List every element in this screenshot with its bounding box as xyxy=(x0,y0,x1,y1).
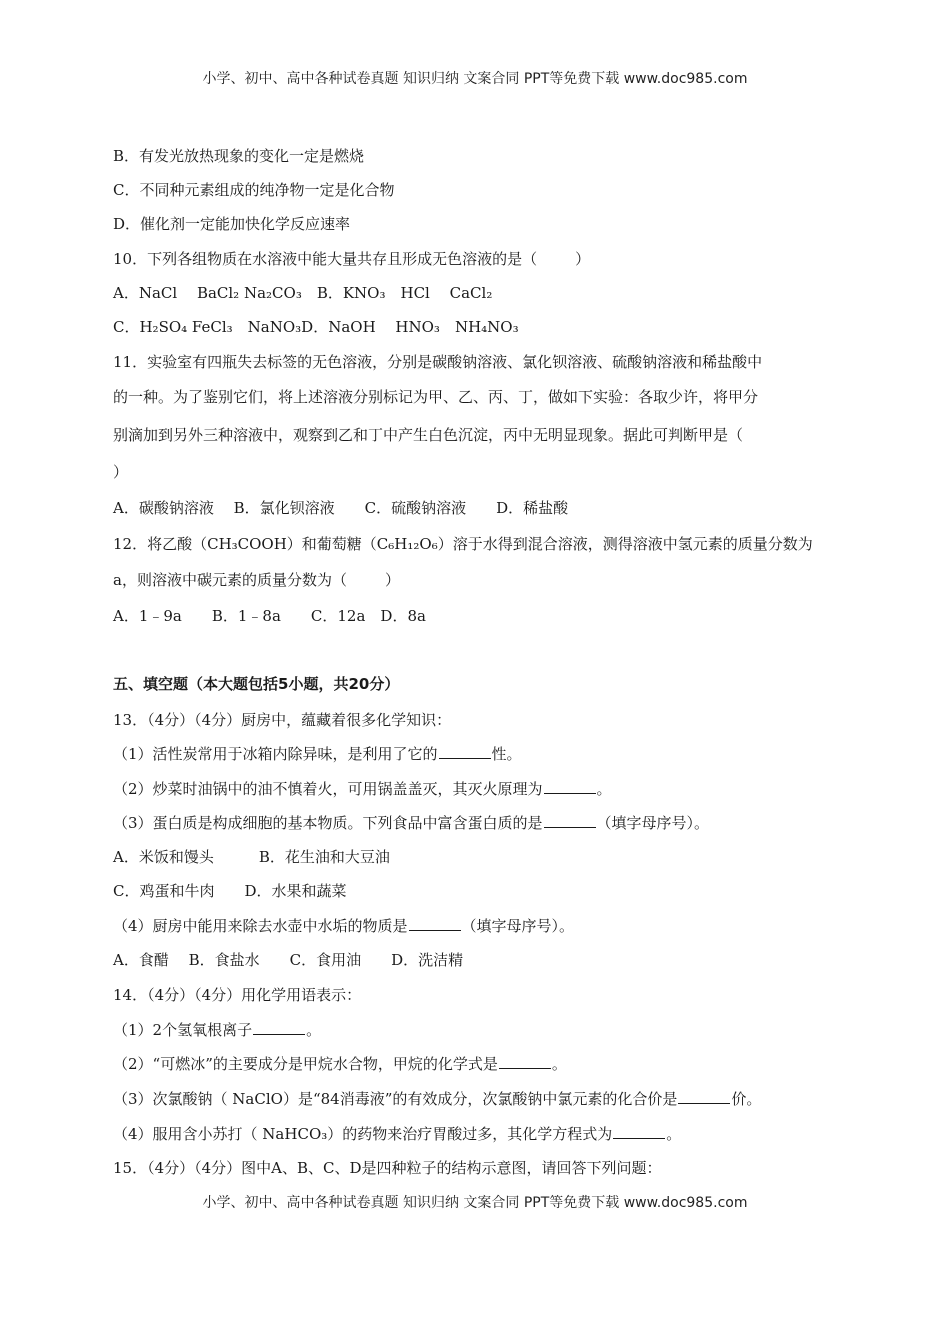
q13-part-1 xyxy=(113,744,522,764)
q14-part-3-end: 价。 xyxy=(731,1090,762,1108)
q10-stem-text: 10．下列各组物质在水溶液中能大量共存且形成无色溶液的是（ xyxy=(113,250,538,268)
section-heading: 五、填空题（本大题包括5小题，共20分） xyxy=(113,675,400,693)
q14-part-4-end: 。 xyxy=(666,1125,682,1143)
q12-line-2-text: a，则溶液中碳元素的质量分数为（ xyxy=(113,571,347,589)
answer-blank xyxy=(499,1054,551,1069)
q11-options: A．碳酸钠溶液 B．氯化钡溶液 C．硫酸钠溶液 D．稀盐酸 xyxy=(113,499,569,517)
q11-line-4: ） xyxy=(113,463,129,481)
answer-blank xyxy=(544,813,596,828)
q11-line-2: 的一种。为了鉴别它们，将上述溶液分别标记为甲、乙、丙、丁，做如下实验：各取少许，将甲分 xyxy=(113,388,759,406)
q14-part-3-text: （3）次氯酸钠（ NaClO）是“84消毒液”的有效成分，次氯酸钠中氯元素的化合价是 xyxy=(113,1090,678,1108)
q13-part-2-end: 。 xyxy=(596,780,612,798)
q14-part-4 xyxy=(113,1124,681,1144)
q13-part-3-options-ab: A．米饭和馒头 B．花生油和大豆油 xyxy=(113,848,390,866)
q10-stem xyxy=(113,249,590,269)
q9-option-c: C．不同种元素组成的纯净物一定是化合物 xyxy=(113,181,395,199)
q14-part-4-text: （4）服用含小苏打（ NaHCO₃）的药物来治疗胃酸过多，其化学方程式为 xyxy=(113,1125,613,1143)
q10-options-cd: C．H₂SO₄ FeCl₃ NaNO₃D．NaOH HNO₃ NH₄NO₃ xyxy=(113,318,519,336)
q9-option-b: B．有发光放热现象的变化一定是燃烧 xyxy=(113,147,365,165)
q14-part-2-end: 。 xyxy=(551,1055,567,1073)
q10-stem-close: ） xyxy=(575,250,591,268)
answer-blank xyxy=(613,1124,665,1139)
q12-options: A．1﹣9a B．1﹣8a C．12a D．8a xyxy=(113,607,426,625)
q11-line-1: 11．实验室有四瓶失去标签的无色溶液，分别是碳酸钠溶液、氯化钡溶液、硫酸钠溶液和稀盐酸中 xyxy=(113,353,763,371)
q13-part-4-end: （填字母序号）。 xyxy=(461,917,575,935)
q14-part-3 xyxy=(113,1089,761,1109)
answer-blank xyxy=(544,779,596,794)
answer-blank xyxy=(409,916,461,931)
q12-line-2 xyxy=(113,570,400,590)
q13-part-4 xyxy=(113,916,574,936)
q15-stem: 15．（4分）（4分）图中A、B、C、D是四种粒子的结构示意图，请回答下列问题： xyxy=(113,1159,662,1177)
q13-part-1-text: （1）活性炭常用于冰箱内除异味，是利用了它的 xyxy=(113,745,438,763)
q13-part-3 xyxy=(113,813,709,833)
q13-part-2 xyxy=(113,779,612,799)
q13-stem: 13．（4分）（4分）厨房中，蕴藏着很多化学知识： xyxy=(113,711,452,729)
answer-blank xyxy=(253,1020,305,1035)
q14-part-1-end: 。 xyxy=(306,1021,322,1039)
q13-part-2-text: （2）炒菜时油锅中的油不慎着火，可用锅盖盖灭，其灭火原理为 xyxy=(113,780,543,798)
q14-part-1 xyxy=(113,1020,321,1040)
answer-blank xyxy=(439,744,491,759)
q13-part-3-text: （3）蛋白质是构成细胞的基本物质。下列食品中富含蛋白质的是 xyxy=(113,814,543,832)
q14-part-1-text: （1）2个氢氧根离子 xyxy=(113,1021,253,1039)
q12-line-1: 12．将乙酸（CH₃COOH）和葡萄糖（C₆H₁₂O₆）溶于水得到混合溶液，测得溶液中氢元素的质量分数为 xyxy=(113,535,813,553)
q14-part-2 xyxy=(113,1054,567,1074)
q13-part-3-end: （填字母序号）。 xyxy=(596,814,710,832)
page-header-ad: 小学、初中、高中各种试卷真题 知识归纳 文案合同 PPT等免费下载 www.doc985.com xyxy=(202,71,748,87)
q13-part-1-end: 性。 xyxy=(491,745,522,763)
page-footer-ad: 小学、初中、高中各种试卷真题 知识归纳 文案合同 PPT等免费下载 www.doc985.com xyxy=(202,1195,748,1211)
q14-stem: 14．（4分）（4分）用化学用语表示： xyxy=(113,986,362,1004)
q12-line-2-close: ） xyxy=(384,571,400,589)
q10-options-ab: A．NaCl BaCl₂ Na₂CO₃ B．KNO₃ HCl CaCl₂ xyxy=(113,284,493,302)
q11-line-3: 别滴加到另外三种溶液中，观察到乙和丁中产生白色沉淀，丙中无明显现象。据此可判断甲是（ xyxy=(113,426,744,444)
q13-part-4-text: （4）厨房中能用来除去水壶中水垢的物质是 xyxy=(113,917,408,935)
q9-option-d: D．催化剂一定能加快化学反应速率 xyxy=(113,215,351,233)
q14-part-2-text: （2）“可燃冰”的主要成分是甲烷水合物，甲烷的化学式是 xyxy=(113,1055,498,1073)
answer-blank xyxy=(678,1089,730,1104)
q13-part-4-options: A．食醋 B．食盐水 C．食用油 D．洗洁精 xyxy=(113,951,464,969)
q13-part-3-options-cd: C．鸡蛋和牛肉 D．水果和蔬菜 xyxy=(113,882,347,900)
